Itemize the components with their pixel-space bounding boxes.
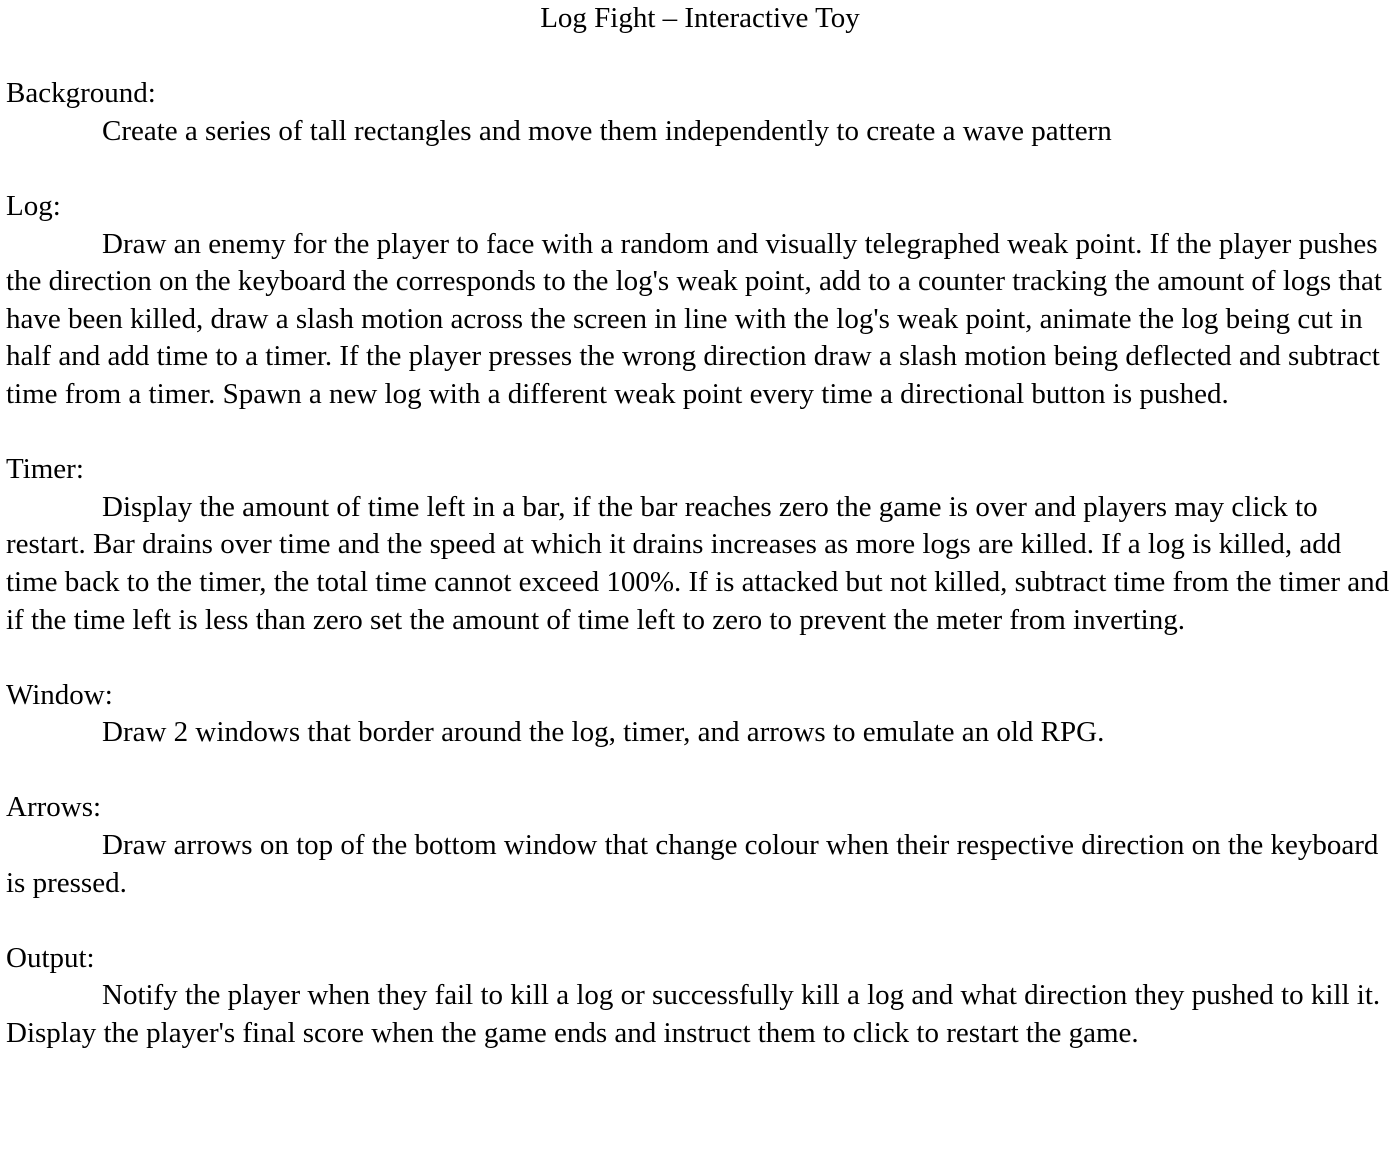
spacer bbox=[6, 752, 1394, 790]
spacer bbox=[6, 38, 1394, 76]
section-output bbox=[6, 940, 1394, 1053]
section-body: Draw an enemy for the player to face with a random and visually telegraphed weak point. If the player pushes the direction on the keyboard the corresponds to the log's weak point, add to a counter tracking the amount of logs that have been killed, draw a slash motion across the screen in line with the log's weak point, animate the log being cut in half and add time to a timer. If the player presses the wrong direction draw a slash motion being deflected and subtract time from a timer. Spawn a new log with a different weak point every time a directional button is pushed. bbox=[6, 227, 1382, 410]
section-body: Notify the player when they fail to kill a log or successfully kill a log and what direction they pushed to kill it. Display the player's final score when the game ends and instruct them to click to restart the game. bbox=[6, 979, 1381, 1050]
section-arrows bbox=[6, 789, 1394, 902]
spacer bbox=[6, 902, 1394, 940]
section-body: Draw arrows on top of the bottom window that change colour when their respective direction on the keyboard is pressed. bbox=[6, 829, 1379, 899]
section-heading: Window: bbox=[6, 678, 113, 711]
section-log bbox=[6, 188, 1394, 414]
spacer bbox=[6, 414, 1394, 452]
section-body: Create a series of tall rectangles and move them independently to create a wave pattern bbox=[102, 114, 1112, 147]
section-background bbox=[6, 75, 1394, 150]
section-heading: Log: bbox=[6, 189, 61, 222]
section-heading: Timer: bbox=[6, 453, 84, 486]
document-title: Log Fight – Interactive Toy bbox=[540, 2, 860, 34]
section-timer bbox=[6, 451, 1394, 639]
spacer bbox=[6, 150, 1394, 188]
section-window bbox=[6, 677, 1394, 752]
section-heading: Background: bbox=[6, 77, 156, 110]
section-heading: Output: bbox=[6, 941, 95, 974]
section-heading: Arrows: bbox=[6, 791, 102, 824]
section-body: Draw 2 windows that border around the log, timer, and arrows to emulate an old RPG. bbox=[102, 716, 1105, 749]
section-body: Display the amount of time left in a bar, if the bar reaches zero the game is over and players may click to restart. Bar drains over time and the speed at which it drains increases as more logs are killed. If a log is killed, add time back to the timer, the total time cannot exceed 100%. If is attacked but not killed, subtract time from the timer and if the time left is less than zero set the amount of time left to zero to prevent the meter from inverting. bbox=[6, 490, 1390, 636]
spacer bbox=[6, 639, 1394, 677]
